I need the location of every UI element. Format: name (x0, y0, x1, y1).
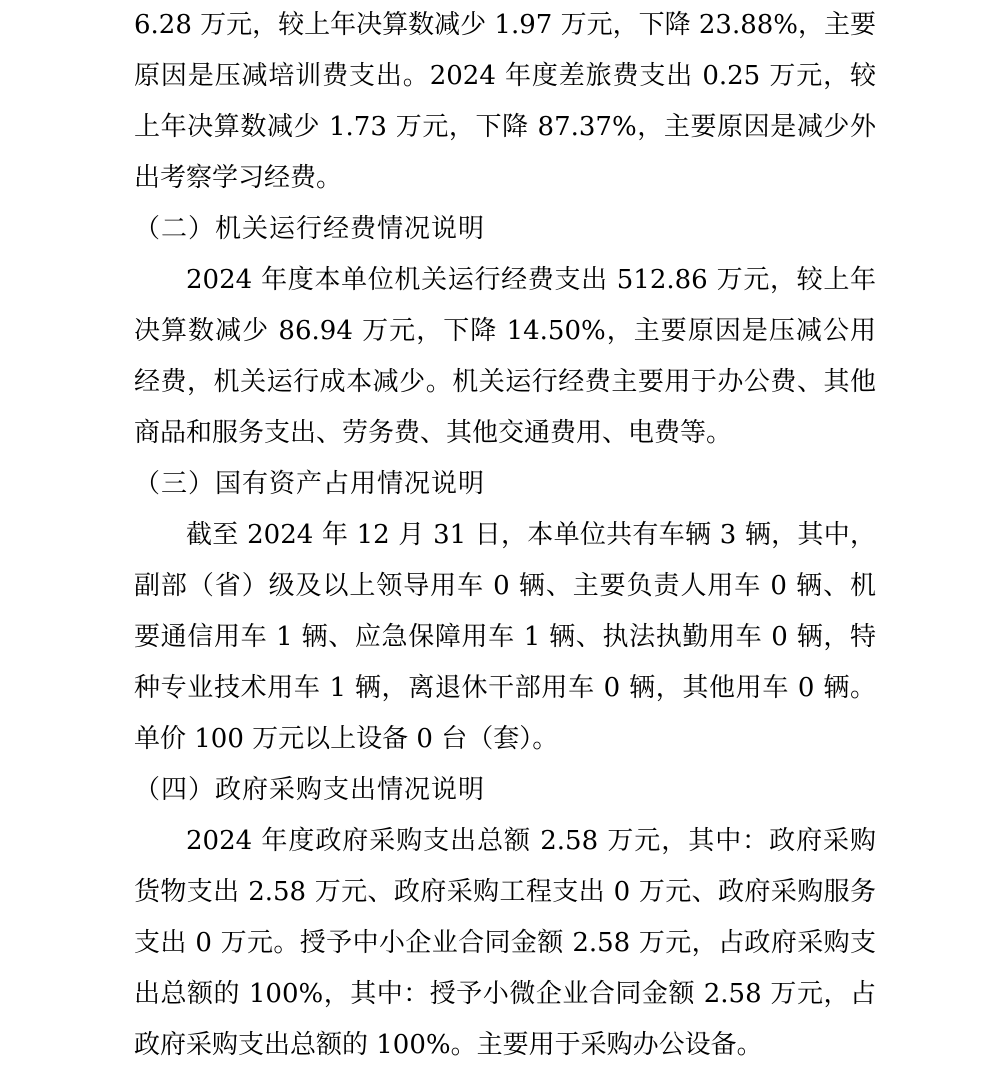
continuation-paragraph: 6.28 万元，较上年决算数减少 1.97 万元，下降 23.88%，主要原因是压减培训费支出。2024 年度差旅费支出 0.25 万元，较上年决算数减少 1.73 万元，下降 87.37%，主要原因是减少外出考察学习经费。 (134, 10, 876, 193)
section-heading-operating-expenses: （二）机关运行经费情况说明 (134, 214, 486, 244)
section-body-procurement: 2024 年度政府采购支出总额 2.58 万元，其中：政府采购货物支出 2.58 万元、政府采购工程支出 0 万元、政府采购服务支出 0 万元。授予中小企业合同金额 2.58 万元，占政府采购支出总额的 100%，其中：授予小微企业合同金额 2.58 万元，占政府采购支出总额的 100%。主要用于采购办公设备。 (134, 826, 876, 1060)
section-body-operating-expenses: 2024 年度本单位机关运行经费支出 512.86 万元，较上年决算数减少 86.94 万元，下降 14.50%，主要原因是压减公用经费，机关运行成本减少。机关运行经费主要用于办公费、其他商品和服务支出、劳务费、其他交通费用、电费等。 (134, 265, 876, 448)
section-heading-state-assets: （三）国有资产占用情况说明 (134, 469, 486, 499)
document-page (134, 0, 876, 1071)
section-heading-procurement: （四）政府采购支出情况说明 (134, 775, 486, 805)
section-body-state-assets: 截至 2024 年 12 月 31 日，本单位共有车辆 3 辆，其中，副部（省）级及以上领导用车 0 辆、主要负责人用车 0 辆、机要通信用车 1 辆、应急保障用车 1 辆、执法执勤用车 0 辆，特种专业技术用车 1 辆，离退休干部用车 0 辆，其他用车 0 辆。单价 100 万元以上设备 0 台（套）。 (134, 520, 876, 754)
